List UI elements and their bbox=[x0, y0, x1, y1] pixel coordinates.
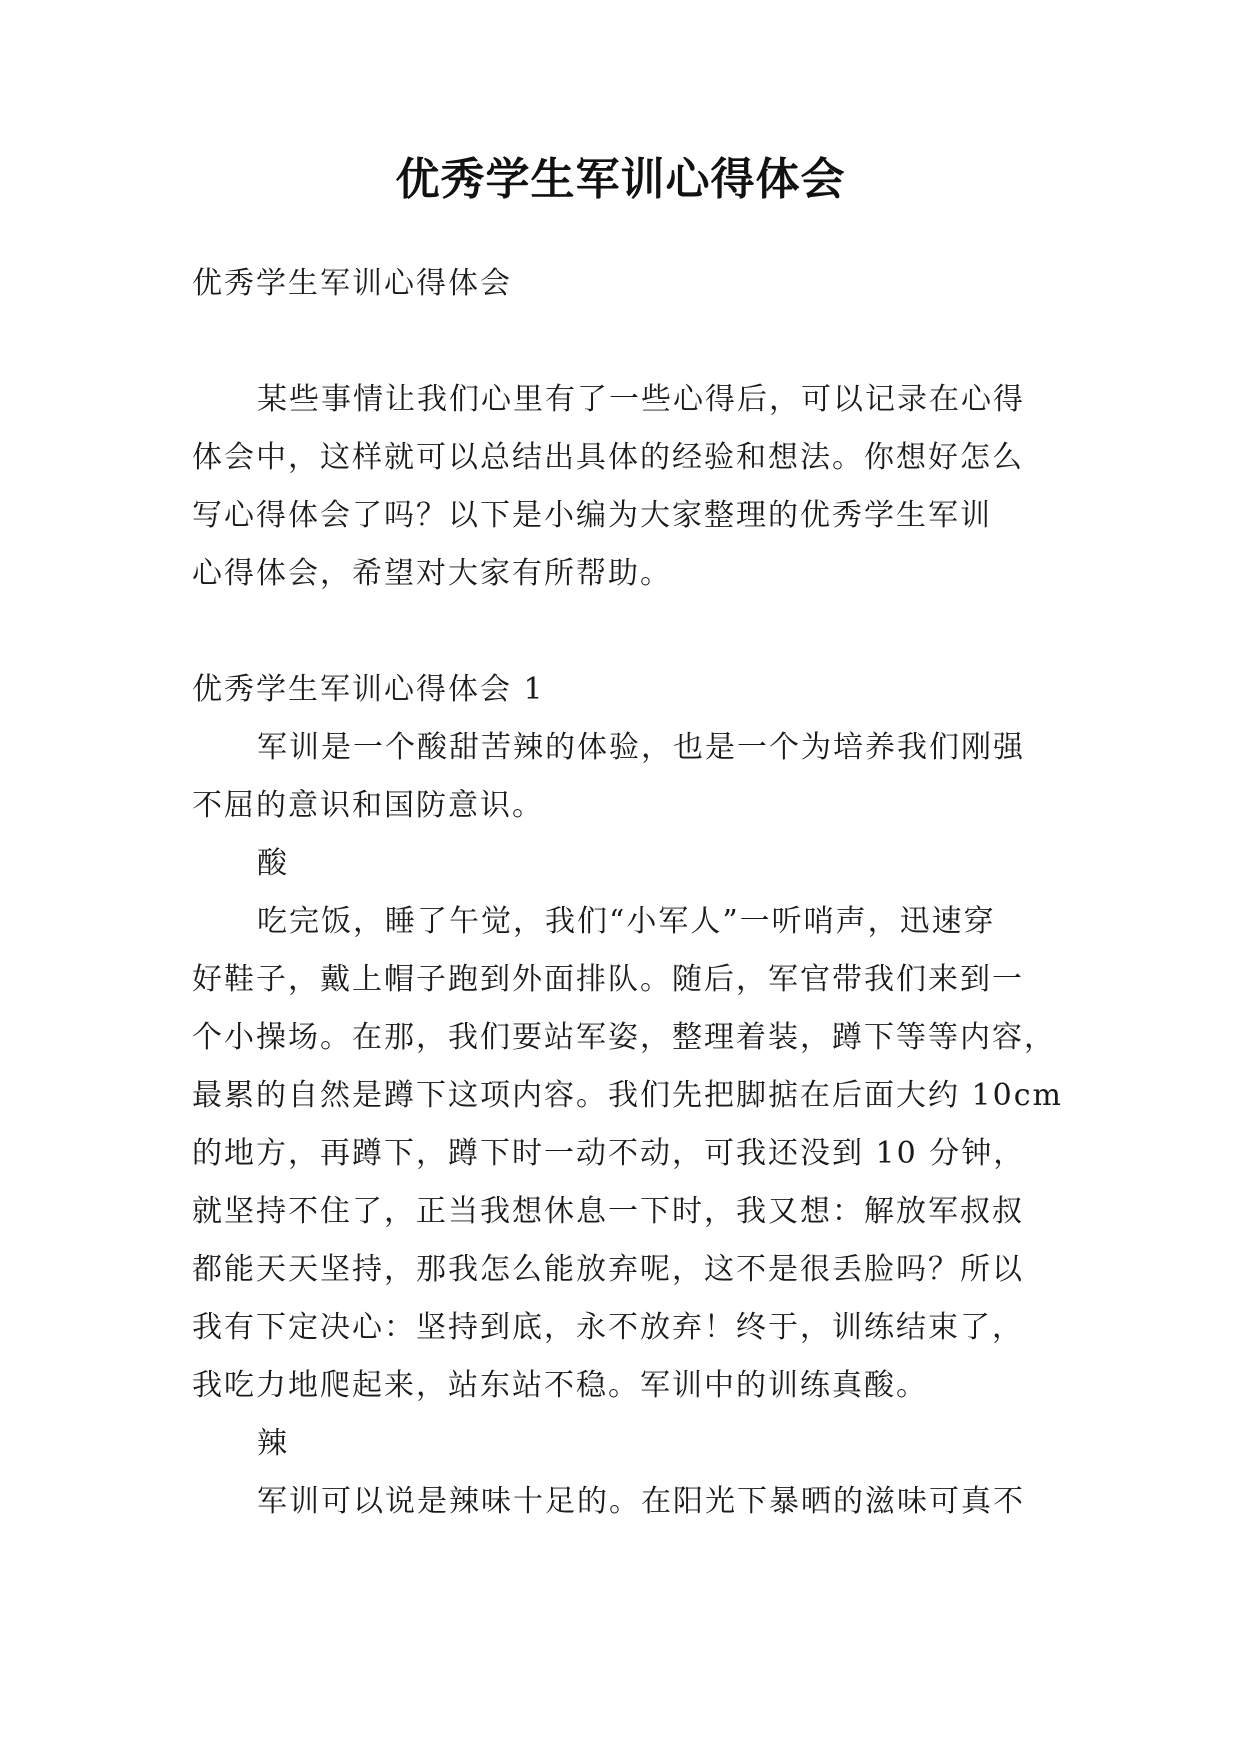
intro-line: 心得体会，希望对大家有所帮助。 bbox=[192, 556, 672, 591]
paragraph-line: 的地方，再蹲下，蹲下时一动不动，可我还没到 10 分钟， bbox=[192, 1136, 1026, 1171]
paragraph-line: 吃完饭，睡了午觉，我们“小军人”一听哨声，迅速穿 bbox=[257, 904, 996, 939]
paragraph-line: 个小操场。在那，我们要站军姿，整理着装，蹲下等等内容， bbox=[192, 1020, 1056, 1055]
document-subtitle: 优秀学生军训心得体会 bbox=[192, 266, 512, 301]
paragraph-line: 最累的自然是蹲下这项内容。我们先把脚掂在后面大约 10cm bbox=[192, 1078, 1063, 1113]
paragraph-line: 军训可以说是辣味十足的。在阳光下暴晒的滋味可真不 bbox=[257, 1484, 1025, 1519]
paragraph-line: 我有下定决心：坚持到底，永不放弃！终于，训练结束了， bbox=[192, 1310, 1024, 1345]
intro-line: 某些事情让我们心里有了一些心得后，可以记录在心得 bbox=[257, 382, 1025, 417]
paragraph-line: 都能天天坚持，那我怎么能放弃呢，这不是很丢脸吗？所以 bbox=[192, 1252, 1024, 1287]
blank-line bbox=[192, 603, 1062, 661]
section-heading: 优秀学生军训心得体会 1 bbox=[192, 672, 545, 707]
document-body bbox=[192, 255, 1062, 1531]
paragraph-line: 就坚持不住了，正当我想休息一下时，我又想：解放军叔叔 bbox=[192, 1194, 1024, 1229]
document-title: 优秀学生军训心得体会 bbox=[395, 154, 846, 205]
paragraph-line: 好鞋子，戴上帽子跑到外面排队。随后，军官带我们来到一 bbox=[192, 962, 1024, 997]
blank-line bbox=[192, 313, 1062, 371]
spicy-heading: 辣 bbox=[257, 1426, 289, 1461]
paragraph-line: 军训是一个酸甜苦辣的体验，也是一个为培养我们刚强 bbox=[257, 730, 1025, 765]
intro-line: 体会中，这样就可以总结出具体的经验和想法。你想好怎么 bbox=[192, 440, 1024, 475]
paragraph-line: 我吃力地爬起来，站东站不稳。军训中的训练真酸。 bbox=[192, 1368, 928, 1403]
sour-heading: 酸 bbox=[257, 846, 289, 881]
intro-line: 写心得体会了吗？以下是小编为大家整理的优秀学生军训 bbox=[192, 498, 992, 533]
paragraph-line: 不屈的意识和国防意识。 bbox=[192, 788, 544, 823]
